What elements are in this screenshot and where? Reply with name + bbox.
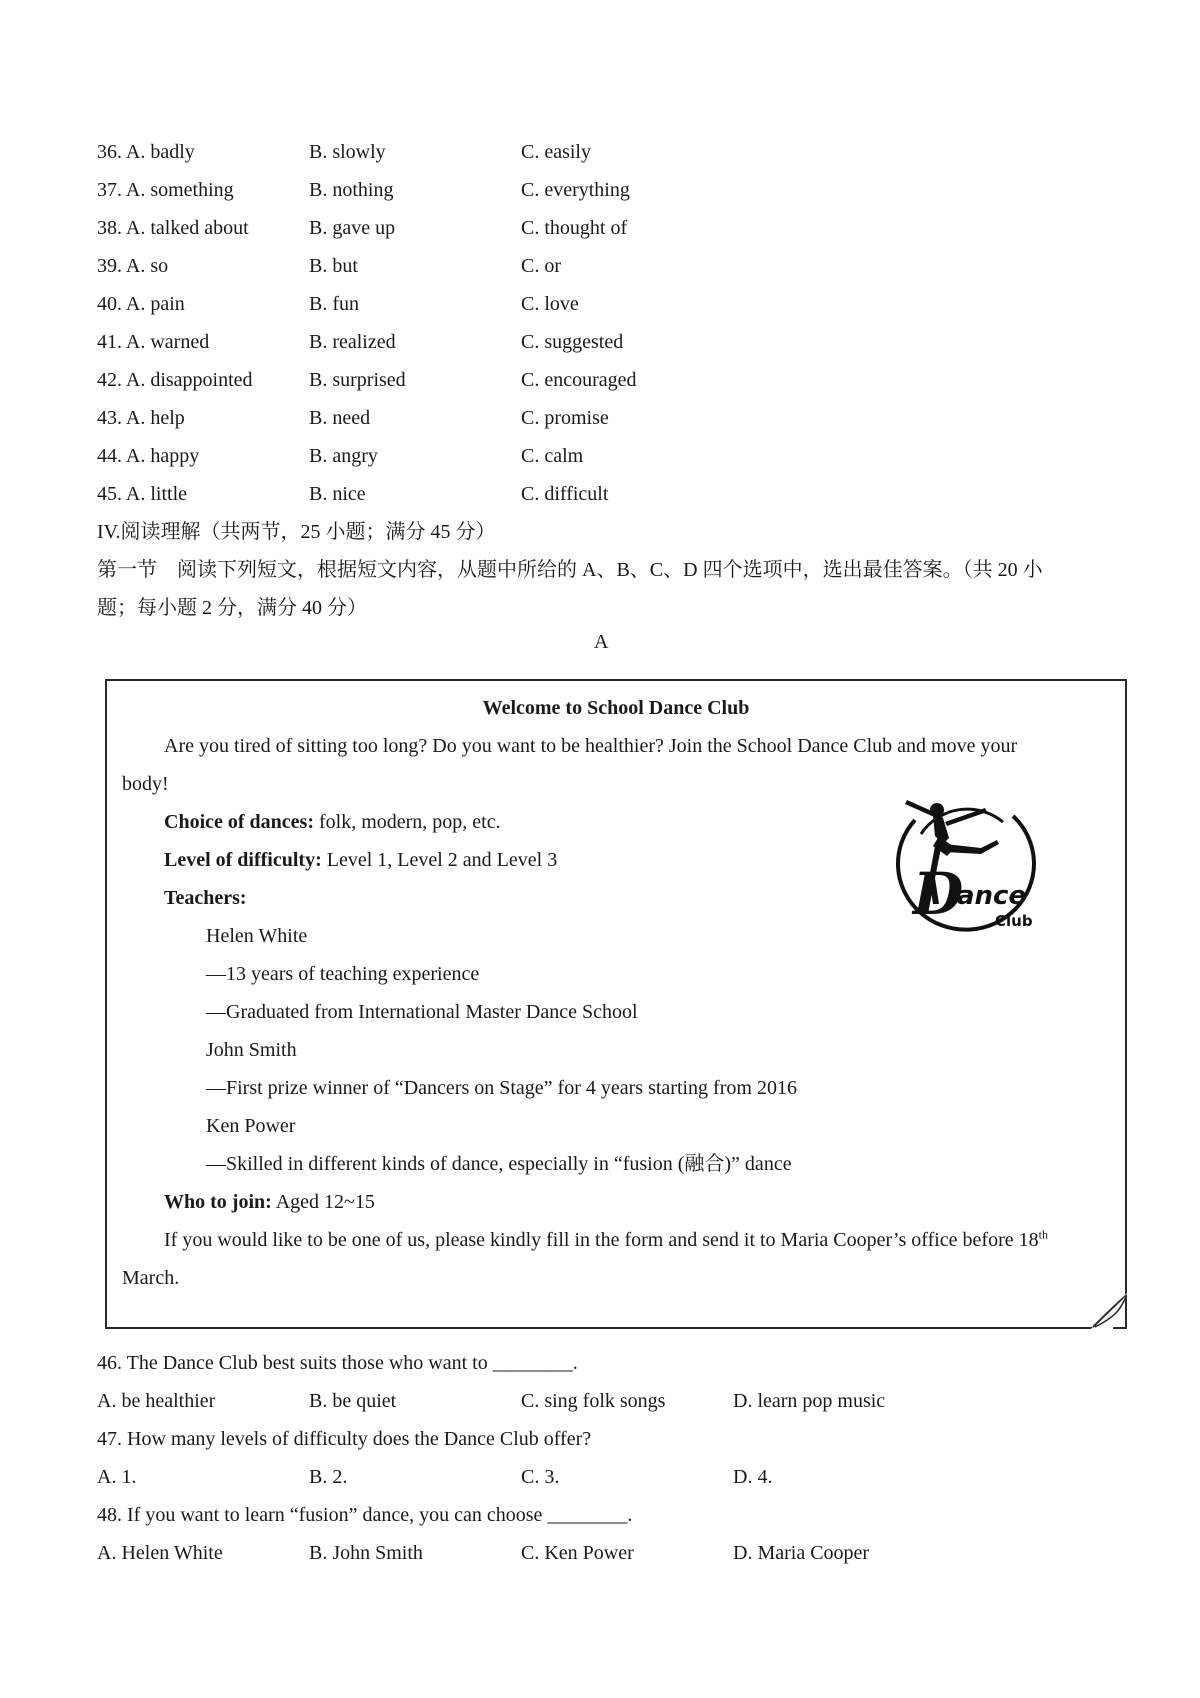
teacher-name: Helen White	[206, 925, 308, 947]
answer-option[interactable]: C. sing folk songs	[521, 1390, 666, 1412]
option-a: 42. A. disappointed	[97, 369, 253, 391]
option-a: 40. A. pain	[97, 293, 185, 315]
option-c: C. suggested	[521, 331, 624, 353]
option-a: 36. A. badly	[97, 141, 195, 163]
answer-option[interactable]: A. Helen White	[97, 1542, 223, 1564]
option-b: B. need	[309, 407, 371, 429]
answer-option[interactable]: C. 3.	[521, 1466, 560, 1488]
teachers-label: Teachers:	[164, 887, 247, 909]
closing-text	[164, 1225, 1048, 1255]
option-b: B. angry	[309, 445, 378, 467]
logo-letter: D	[913, 860, 964, 928]
option-c: C. everything	[521, 179, 630, 201]
dance-club-notice	[105, 679, 1127, 1329]
option-a: 37. A. something	[97, 179, 234, 201]
passage-letter: A	[594, 631, 609, 653]
dance-club-logo	[885, 786, 1055, 936]
notice-intro: Are you tired of sitting too long? Do you want to be healthier? Join the School Dance Club and move your	[164, 735, 1018, 757]
level-of-difficulty	[164, 845, 557, 875]
answer-option[interactable]: D. 4.	[733, 1466, 773, 1488]
option-a: 44. A. happy	[97, 445, 200, 467]
option-c: C. easily	[521, 141, 591, 163]
who-label: Who to join:	[164, 1191, 272, 1213]
answer-option[interactable]: B. John Smith	[309, 1542, 423, 1564]
option-a: 43. A. help	[97, 407, 185, 429]
teacher-note: —13 years of teaching experience	[206, 963, 480, 985]
question-stem: 46. The Dance Club best suits those who want to ________.	[97, 1352, 578, 1374]
option-a: 45. A. little	[97, 483, 187, 505]
notice-title: Welcome to School Dance Club	[482, 697, 750, 719]
who-value: Aged 12~15	[271, 1191, 375, 1213]
level-value: Level 1, Level 2 and Level 3	[321, 849, 558, 871]
closing-text-continued: March.	[122, 1267, 180, 1289]
option-c: C. or	[521, 255, 561, 277]
option-b: B. nothing	[309, 179, 394, 201]
teacher-note: —First prize winner of “Dancers on Stage” for 4 years starting from 2016	[206, 1077, 797, 1099]
option-a: 38. A. talked about	[97, 217, 249, 239]
part-instruction: 第一节 阅读下列短文，根据短文内容，从题中所给的 A、B、C、D 四个选项中，选出最佳答案。（共 20 小	[97, 559, 1043, 581]
choice-label: Choice of dances:	[164, 811, 314, 833]
choice-of-dances	[164, 807, 501, 837]
option-c: C. difficult	[521, 483, 609, 505]
page-curl-icon	[1091, 1293, 1127, 1329]
option-b: B. surprised	[309, 369, 406, 391]
option-b: B. realized	[309, 331, 396, 353]
closing-line: If you would like to be one of us, please kindly fill in the form and send it to Maria Cooper’s office before 18	[164, 1229, 1039, 1251]
answer-option[interactable]: B. be quiet	[309, 1390, 397, 1412]
answer-option[interactable]: C. Ken Power	[521, 1542, 634, 1564]
option-b: B. but	[309, 255, 358, 277]
level-label: Level of difficulty:	[164, 849, 322, 871]
logo-text: ance	[957, 881, 1027, 911]
option-b: B. fun	[309, 293, 359, 315]
answer-option[interactable]: A. 1.	[97, 1466, 137, 1488]
question-stem: 48. If you want to learn “fusion” dance, you can choose ________.	[97, 1504, 633, 1526]
option-c: C. promise	[521, 407, 609, 429]
option-a: 39. A. so	[97, 255, 169, 277]
question-stem: 47. How many levels of difficulty does the Dance Club offer?	[97, 1428, 592, 1450]
teacher-note: —Skilled in different kinds of dance, especially in “fusion (融合)” dance	[206, 1153, 792, 1175]
option-b: B. gave up	[309, 217, 396, 239]
part-instruction-continued: 题；每小题 2 分，满分 40 分）	[97, 597, 367, 619]
option-b: B. slowly	[309, 141, 386, 163]
option-c: C. love	[521, 293, 579, 315]
option-a: 41. A. warned	[97, 331, 210, 353]
answer-option[interactable]: D. learn pop music	[733, 1390, 886, 1412]
answer-option[interactable]: D. Maria Cooper	[733, 1542, 870, 1564]
teacher-note: —Graduated from International Master Dance School	[206, 1001, 638, 1023]
answer-option[interactable]: B. 2.	[309, 1466, 348, 1488]
option-c: C. thought of	[521, 217, 628, 239]
answer-option[interactable]: A. be healthier	[97, 1390, 216, 1412]
option-c: C. calm	[521, 445, 584, 467]
section-heading: IV.阅读理解（共两节，25 小题；满分 45 分）	[97, 521, 496, 543]
who-to-join	[164, 1187, 375, 1217]
ordinal-suffix: th	[1038, 1227, 1048, 1242]
choice-value: folk, modern, pop, etc.	[313, 811, 501, 833]
option-b: B. nice	[309, 483, 366, 505]
teacher-name: John Smith	[206, 1039, 297, 1061]
logo-subtext: Club	[995, 912, 1033, 930]
notice-intro-continued: body!	[122, 773, 169, 795]
option-c: C. encouraged	[521, 369, 637, 391]
teacher-name: Ken Power	[206, 1115, 296, 1137]
